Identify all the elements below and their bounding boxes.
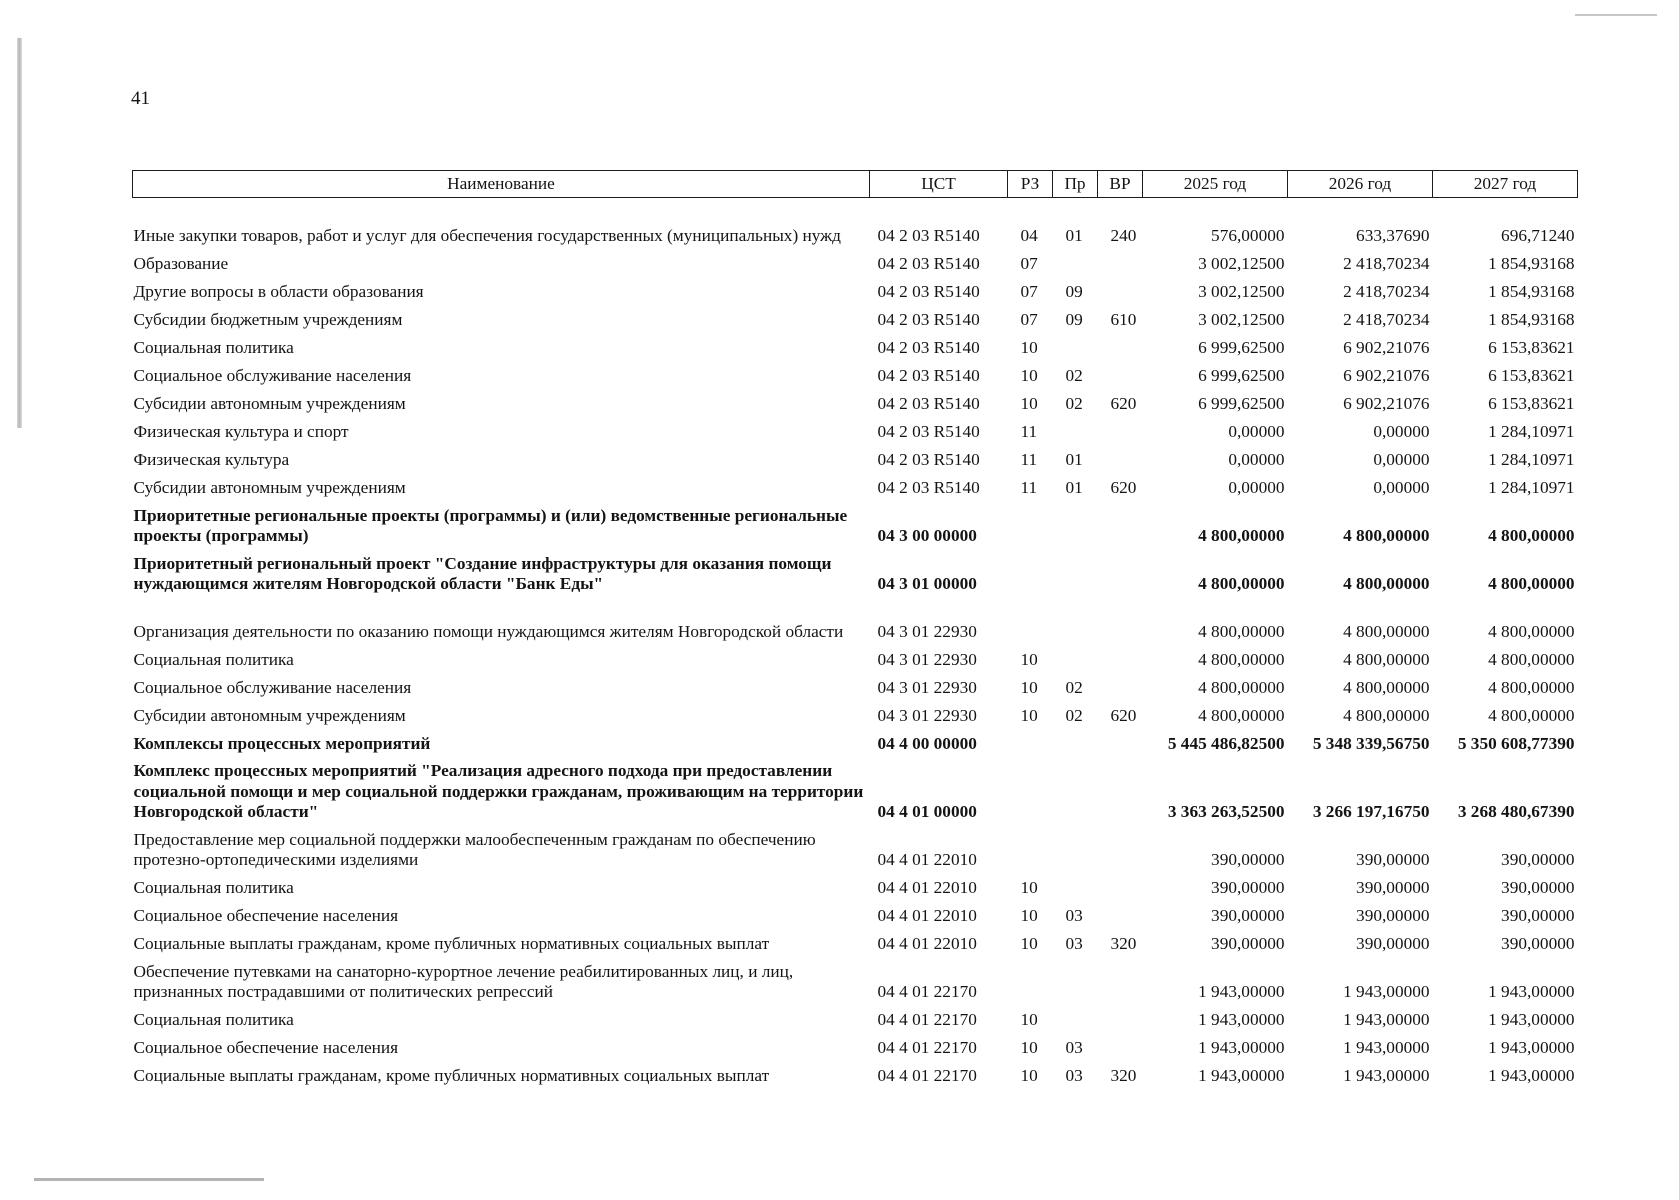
cell-cst: 04 3 01 22930 [877, 705, 977, 725]
cell-2026: 1 943,00000 [1343, 981, 1430, 1001]
cell-rz: 10 [1020, 1065, 1038, 1085]
scan-shadow-left [17, 38, 22, 428]
cell-pr: 03 [1065, 933, 1083, 953]
cell-2026: 4 800,00000 [1343, 705, 1430, 725]
budget-table [132, 170, 1578, 1086]
cell-2027: 1 943,00000 [1488, 1037, 1575, 1057]
cell-2027: 5 350 608,77390 [1457, 733, 1575, 753]
scan-mark-top [1575, 14, 1657, 16]
cell-rz [1008, 822, 1053, 870]
cell-name: Социальное обеспечение населения [133, 905, 399, 925]
cell-cst: 04 2 03 R5140 [877, 281, 980, 301]
cell-pr: 02 [1065, 365, 1083, 385]
cell-rz: 10 [1020, 1037, 1038, 1057]
cell-name: Приоритетный региональный проект "Создание инфраструктуры для оказания помощи нуждающимся жителям Новгородской области "Банк Еды" [133, 553, 832, 593]
cell-name: Социальная политика [133, 337, 294, 357]
cell-vr [1098, 274, 1143, 302]
header-cst: ЦСТ [870, 171, 1008, 198]
cell-2027: 390,00000 [1501, 905, 1575, 925]
cell-2026: 6 902,21076 [1343, 337, 1430, 357]
header-year-2025: 2025 год [1143, 171, 1288, 198]
table-row [133, 470, 1578, 498]
cell-rz: 07 [1020, 253, 1038, 273]
cell-rz: 10 [1020, 905, 1038, 925]
cell-cst: 04 3 01 22930 [877, 649, 977, 669]
table-row [133, 726, 1578, 754]
cell-vr: 320 [1110, 1065, 1137, 1085]
cell-rz: 10 [1020, 337, 1038, 357]
cell-rz: 04 [1020, 225, 1038, 245]
cell-2026: 0,00000 [1373, 421, 1430, 441]
cell-name: Социальная политика [133, 877, 294, 897]
cell-2025: 3 002,12500 [1198, 281, 1285, 301]
cell-2025: 3 002,12500 [1198, 253, 1285, 273]
cell-rz: 11 [1020, 421, 1038, 441]
cell-2025: 0,00000 [1228, 449, 1285, 469]
cell-vr [1098, 642, 1143, 670]
cell-2025: 1 943,00000 [1198, 1009, 1285, 1029]
cell-cst: 04 4 01 22010 [877, 933, 977, 953]
cell-2025: 390,00000 [1211, 905, 1285, 925]
cell-vr [1098, 358, 1143, 386]
cell-vr [1098, 870, 1143, 898]
cell-vr [1098, 726, 1143, 754]
cell-2026: 5 348 339,56750 [1312, 733, 1430, 753]
table-row [133, 1002, 1578, 1030]
table-row [133, 386, 1578, 414]
cell-2026: 2 418,70234 [1343, 281, 1430, 301]
table-row [133, 546, 1578, 594]
cell-2027: 390,00000 [1501, 877, 1575, 897]
cell-name: Физическая культура [133, 449, 290, 469]
cell-2025: 4 800,00000 [1198, 525, 1285, 545]
cell-cst: 04 2 03 R5140 [877, 449, 980, 469]
cell-2025: 3 002,12500 [1198, 309, 1285, 329]
cell-pr [1053, 594, 1098, 642]
table-row [133, 246, 1578, 274]
cell-2025: 390,00000 [1211, 849, 1285, 869]
cell-2025: 390,00000 [1211, 933, 1285, 953]
cell-2026: 2 418,70234 [1343, 253, 1430, 273]
cell-2027: 1 284,10971 [1488, 421, 1575, 441]
cell-2025: 5 445 486,82500 [1167, 733, 1285, 753]
cell-name: Предоставление мер социальной поддержки малообеспеченным гражданам по обеспечению протезно-ортопедическими изделиями [133, 829, 816, 869]
cell-2027: 6 153,83621 [1488, 365, 1575, 385]
header-rz: РЗ [1008, 171, 1053, 198]
cell-rz [1008, 754, 1053, 822]
cell-2026: 4 800,00000 [1343, 649, 1430, 669]
cell-vr [1098, 498, 1143, 546]
cell-rz: 10 [1020, 1009, 1038, 1029]
cell-2027: 1 943,00000 [1488, 1065, 1575, 1085]
cell-name: Организация деятельности по оказанию помощи нуждающимся жителям Новгородской области [133, 621, 844, 641]
cell-2027: 4 800,00000 [1488, 525, 1575, 545]
cell-pr: 09 [1065, 281, 1083, 301]
cell-cst: 04 4 01 22010 [877, 877, 977, 897]
cell-vr [1098, 754, 1143, 822]
cell-2025: 4 800,00000 [1198, 649, 1285, 669]
cell-name: Социальные выплаты гражданам, кроме публичных нормативных социальных выплат [133, 933, 770, 953]
cell-pr [1053, 642, 1098, 670]
cell-rz [1008, 546, 1053, 594]
cell-cst: 04 4 01 22010 [877, 905, 977, 925]
cell-name: Физическая культура и спорт [133, 421, 349, 441]
cell-name: Субсидии бюджетным учреждениям [133, 309, 403, 329]
cell-vr: 610 [1110, 309, 1137, 329]
table-row [133, 670, 1578, 698]
cell-2027: 1 943,00000 [1488, 981, 1575, 1001]
cell-vr [1098, 670, 1143, 698]
cell-2025: 3 363 263,52500 [1167, 801, 1285, 821]
cell-2025: 4 800,00000 [1198, 621, 1285, 641]
table-row [133, 1058, 1578, 1086]
table-row [133, 870, 1578, 898]
cell-cst: 04 2 03 R5140 [877, 309, 980, 329]
cell-pr: 03 [1065, 1037, 1083, 1057]
header-year-2027: 2027 год [1433, 171, 1578, 198]
cell-rz: 10 [1020, 877, 1038, 897]
cell-2025: 1 943,00000 [1198, 981, 1285, 1001]
cell-vr: 320 [1110, 933, 1137, 953]
cell-2027: 1 854,93168 [1488, 253, 1575, 273]
scan-mark-bottom [34, 1178, 264, 1181]
cell-2025: 0,00000 [1228, 477, 1285, 497]
cell-2026: 390,00000 [1356, 877, 1430, 897]
cell-2025: 6 999,62500 [1198, 365, 1285, 385]
cell-vr [1098, 954, 1143, 1002]
cell-pr [1053, 414, 1098, 442]
cell-2027: 3 268 480,67390 [1457, 801, 1575, 821]
cell-rz: 10 [1020, 649, 1038, 669]
cell-2026: 390,00000 [1356, 933, 1430, 953]
table-row [133, 302, 1578, 330]
cell-cst: 04 4 01 22170 [877, 1065, 977, 1085]
cell-vr [1098, 1030, 1143, 1058]
cell-pr [1053, 330, 1098, 358]
cell-pr [1053, 870, 1098, 898]
table-row [133, 822, 1578, 870]
cell-cst: 04 4 01 00000 [877, 801, 977, 821]
cell-2025: 1 943,00000 [1198, 1065, 1285, 1085]
cell-pr [1053, 822, 1098, 870]
cell-rz: 07 [1020, 309, 1038, 329]
table-row [133, 754, 1578, 822]
cell-2026: 1 943,00000 [1343, 1037, 1430, 1057]
cell-cst: 04 4 01 22170 [877, 1037, 977, 1057]
cell-2027: 6 153,83621 [1488, 393, 1575, 413]
table-row [133, 642, 1578, 670]
cell-2026: 0,00000 [1373, 449, 1430, 469]
cell-2027: 1 284,10971 [1488, 449, 1575, 469]
cell-2027: 6 153,83621 [1488, 337, 1575, 357]
cell-pr: 02 [1065, 705, 1083, 725]
cell-rz: 10 [1020, 705, 1038, 725]
cell-pr [1053, 1002, 1098, 1030]
cell-rz [1008, 594, 1053, 642]
cell-2025: 6 999,62500 [1198, 393, 1285, 413]
cell-vr [1098, 442, 1143, 470]
table-row [133, 358, 1578, 386]
cell-name: Иные закупки товаров, работ и услуг для обеспечения государственных (муниципальных) нужд [133, 225, 841, 245]
cell-2027: 4 800,00000 [1488, 573, 1575, 593]
cell-2026: 390,00000 [1356, 905, 1430, 925]
table-row [133, 198, 1578, 247]
cell-cst: 04 2 03 R5140 [877, 477, 980, 497]
cell-pr: 02 [1065, 393, 1083, 413]
cell-name: Субсидии автономным учреждениям [133, 477, 406, 497]
cell-2026: 1 943,00000 [1343, 1065, 1430, 1085]
cell-2026: 633,37690 [1356, 225, 1430, 245]
cell-2027: 1 284,10971 [1488, 477, 1575, 497]
cell-2026: 4 800,00000 [1343, 621, 1430, 641]
cell-2027: 390,00000 [1501, 933, 1575, 953]
cell-pr: 01 [1065, 449, 1083, 469]
header-name: Наименование [133, 171, 870, 198]
cell-name: Обеспечение путевками на санаторно-курортное лечение реабилитированных лиц, и лиц, признанных пострадавшими от политических репрессий [133, 961, 794, 1001]
cell-2027: 4 800,00000 [1488, 705, 1575, 725]
cell-2026: 1 943,00000 [1343, 1009, 1430, 1029]
cell-rz: 10 [1020, 933, 1038, 953]
cell-name: Социальное обслуживание населения [133, 365, 412, 385]
cell-name: Социальное обеспечение населения [133, 1037, 399, 1057]
cell-cst: 04 2 03 R5140 [877, 225, 980, 245]
cell-cst: 04 3 01 00000 [877, 573, 977, 593]
cell-cst: 04 3 01 22930 [877, 677, 977, 697]
cell-vr: 620 [1110, 393, 1137, 413]
cell-pr [1053, 754, 1098, 822]
cell-2025: 4 800,00000 [1198, 677, 1285, 697]
cell-2026: 3 266 197,16750 [1312, 801, 1430, 821]
cell-cst: 04 2 03 R5140 [877, 421, 980, 441]
cell-name: Субсидии автономным учреждениям [133, 393, 406, 413]
cell-2026: 4 800,00000 [1343, 573, 1430, 593]
cell-cst: 04 2 03 R5140 [877, 253, 980, 273]
cell-vr [1098, 898, 1143, 926]
cell-2027: 4 800,00000 [1488, 621, 1575, 641]
cell-vr [1098, 546, 1143, 594]
header-year-2026: 2026 год [1288, 171, 1433, 198]
cell-name: Социальная политика [133, 1009, 294, 1029]
cell-2025: 4 800,00000 [1198, 705, 1285, 725]
table-row [133, 274, 1578, 302]
cell-rz: 10 [1020, 677, 1038, 697]
cell-name: Приоритетные региональные проекты (программы) и (или) ведомственные региональные проекты (программы) [133, 505, 848, 545]
cell-pr [1053, 726, 1098, 754]
cell-vr [1098, 822, 1143, 870]
cell-pr: 01 [1065, 225, 1083, 245]
cell-cst: 04 4 01 22170 [877, 981, 977, 1001]
cell-cst: 04 3 00 00000 [877, 525, 977, 545]
cell-2026: 6 902,21076 [1343, 393, 1430, 413]
cell-name: Социальное обслуживание населения [133, 677, 412, 697]
cell-cst: 04 2 03 R5140 [877, 393, 980, 413]
cell-rz: 11 [1020, 449, 1038, 469]
cell-rz: 11 [1020, 477, 1038, 497]
table-row [133, 1030, 1578, 1058]
cell-2026: 6 902,21076 [1343, 365, 1430, 385]
cell-pr: 03 [1065, 1065, 1083, 1085]
cell-pr [1053, 498, 1098, 546]
cell-vr [1098, 1002, 1143, 1030]
cell-cst: 04 4 00 00000 [877, 733, 977, 753]
cell-name: Комплекс процессных мероприятий "Реализация адресного подхода при предоставлении социальной помощи и мер социальной поддержки гражданам, проживающим на территории Новгородской области" [133, 761, 864, 821]
cell-vr: 240 [1110, 225, 1137, 245]
cell-2025: 0,00000 [1228, 421, 1285, 441]
cell-vr [1098, 330, 1143, 358]
table-row [133, 698, 1578, 726]
cell-pr: 02 [1065, 677, 1083, 697]
cell-name: Субсидии автономным учреждениям [133, 705, 406, 725]
table-row [133, 330, 1578, 358]
header-pr: Пр [1053, 171, 1098, 198]
cell-2025: 6 999,62500 [1198, 337, 1285, 357]
table-row [133, 594, 1578, 642]
cell-rz [1008, 726, 1053, 754]
cell-pr: 09 [1065, 309, 1083, 329]
cell-name: Комплексы процессных мероприятий [133, 733, 431, 753]
table-row [133, 898, 1578, 926]
cell-rz [1008, 498, 1053, 546]
table-row [133, 954, 1578, 1002]
cell-cst: 04 4 01 22170 [877, 1009, 977, 1029]
cell-2025: 1 943,00000 [1198, 1037, 1285, 1057]
cell-2027: 696,71240 [1501, 225, 1575, 245]
cell-pr [1053, 954, 1098, 1002]
header-vr: ВР [1098, 171, 1143, 198]
cell-cst: 04 2 03 R5140 [877, 337, 980, 357]
cell-2027: 1 854,93168 [1488, 281, 1575, 301]
table-body [133, 198, 1578, 1087]
cell-rz [1008, 954, 1053, 1002]
cell-2026: 4 800,00000 [1343, 677, 1430, 697]
cell-cst: 04 3 01 22930 [877, 621, 977, 641]
cell-vr [1098, 414, 1143, 442]
cell-name: Социальная политика [133, 649, 294, 669]
cell-cst: 04 4 01 22010 [877, 849, 977, 869]
cell-2027: 4 800,00000 [1488, 649, 1575, 669]
cell-vr [1098, 246, 1143, 274]
cell-2027: 390,00000 [1501, 849, 1575, 869]
cell-2025: 390,00000 [1211, 877, 1285, 897]
cell-pr [1053, 246, 1098, 274]
table-row [133, 414, 1578, 442]
cell-2026: 2 418,70234 [1343, 309, 1430, 329]
header-row [133, 171, 1578, 198]
table-header [133, 171, 1578, 198]
cell-cst: 04 2 03 R5140 [877, 365, 980, 385]
cell-rz: 10 [1020, 393, 1038, 413]
cell-2027: 1 943,00000 [1488, 1009, 1575, 1029]
cell-2025: 4 800,00000 [1198, 573, 1285, 593]
cell-vr: 620 [1110, 705, 1137, 725]
table-row [133, 498, 1578, 546]
table-row [133, 926, 1578, 954]
cell-vr [1098, 594, 1143, 642]
page-number: 41 [131, 88, 150, 109]
cell-2026: 4 800,00000 [1343, 525, 1430, 545]
cell-rz: 10 [1020, 365, 1038, 385]
cell-pr: 03 [1065, 905, 1083, 925]
cell-pr: 01 [1065, 477, 1083, 497]
cell-name: Образование [133, 253, 229, 273]
cell-2027: 1 854,93168 [1488, 309, 1575, 329]
cell-2026: 390,00000 [1356, 849, 1430, 869]
cell-pr [1053, 546, 1098, 594]
cell-name: Другие вопросы в области образования [133, 281, 424, 301]
cell-2026: 0,00000 [1373, 477, 1430, 497]
cell-name: Социальные выплаты гражданам, кроме публичных нормативных социальных выплат [133, 1065, 770, 1085]
table-row [133, 442, 1578, 470]
cell-rz: 07 [1020, 281, 1038, 301]
cell-2025: 576,00000 [1211, 225, 1285, 245]
cell-2027: 4 800,00000 [1488, 677, 1575, 697]
cell-vr: 620 [1110, 477, 1137, 497]
